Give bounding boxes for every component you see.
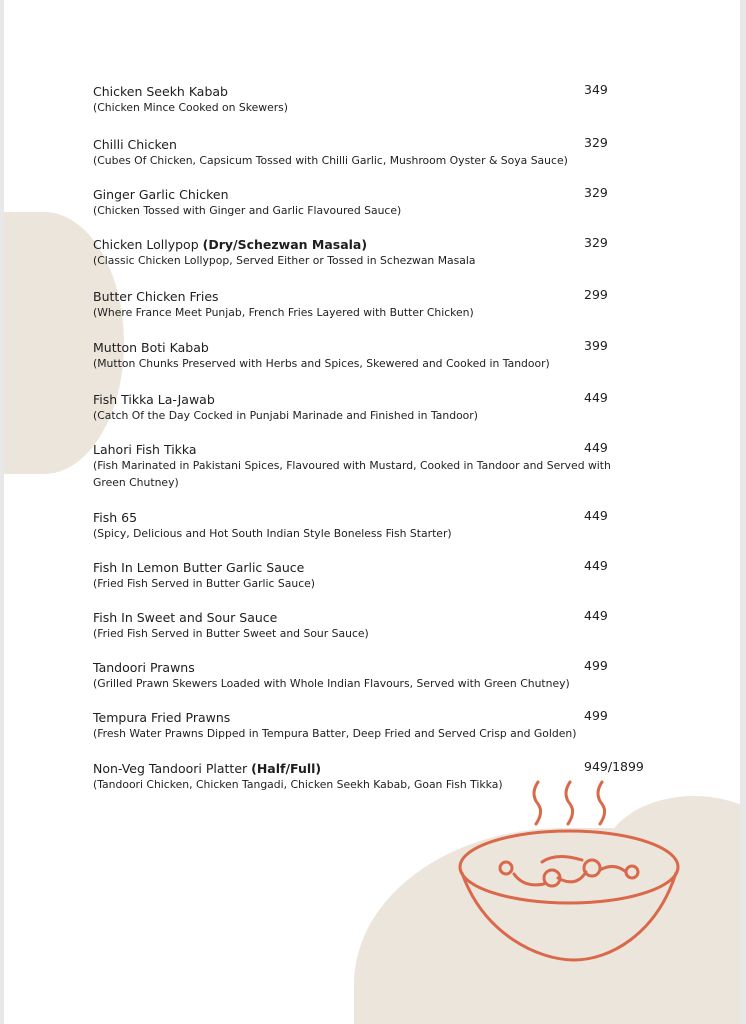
item-price: 499 (584, 658, 608, 673)
item-description: (Catch Of the Day Cocked in Punjabi Marinade and Finished in Tandoor) (93, 409, 478, 422)
item-name: Fish In Lemon Butter Garlic Sauce (93, 560, 305, 575)
item-name: Chicken Seekh Kabab (93, 84, 228, 99)
menu-item (93, 337, 653, 372)
item-name: Tempura Fried Prawns (93, 710, 231, 725)
item-description: (Fried Fish Served in Butter Garlic Sauce) (93, 577, 315, 590)
menu-item (93, 81, 653, 116)
menu-item (93, 507, 653, 542)
menu-item (93, 657, 653, 692)
item-description: (Where France Meet Punjab, French Fries Layered with Butter Chicken) (93, 306, 474, 319)
item-description: (Tandoori Chicken, Chicken Tangadi, Chicken Seekh Kabab, Goan Fish Tikka) (93, 778, 503, 791)
item-name: Ginger Garlic Chicken (93, 187, 229, 202)
item-price: 449 (584, 440, 608, 455)
item-price: 329 (584, 135, 608, 150)
item-price: 449 (584, 390, 608, 405)
item-description: (Classic Chicken Lollypop, Served Either or Tossed in Schezwan Masala (93, 254, 476, 267)
item-name: Fish 65 (93, 510, 138, 525)
item-price: 949/1899 (584, 759, 644, 774)
item-name: Mutton Boti Kabab (93, 340, 209, 355)
item-price: 449 (584, 558, 608, 573)
item-price: 499 (584, 708, 608, 723)
item-price: 449 (584, 608, 608, 623)
menu-item (93, 707, 653, 742)
menu-item (93, 184, 653, 219)
item-description: (Fish Marinated in Pakistani Spices, Flavoured with Mustard, Cooked in Tandoor and Served with Green Chutney) (93, 459, 611, 489)
item-price: 329 (584, 185, 608, 200)
item-description: (Grilled Prawn Skewers Loaded with Whole Indian Flavours, Served with Green Chutney) (93, 677, 570, 690)
item-name: Chicken Lollypop (Dry/Schezwan Masala) (93, 237, 368, 252)
item-name: Non-Veg Tandoori Platter (Half/Full) (93, 761, 322, 776)
item-description: (Chicken Mince Cooked on Skewers) (93, 101, 289, 114)
item-name: Lahori Fish Tikka (93, 442, 197, 457)
menu-item (93, 286, 653, 321)
item-name: Butter Chicken Fries (93, 289, 219, 304)
item-description: (Mutton Chunks Preserved with Herbs and Spices, Skewered and Cooked in Tandoor) (93, 357, 550, 370)
item-description: (Spicy, Delicious and Hot South Indian Style Boneless Fish Starter) (93, 527, 452, 540)
item-description: (Chicken Tossed with Ginger and Garlic Flavoured Sauce) (93, 204, 402, 217)
item-description: (Fresh Water Prawns Dipped in Tempura Batter, Deep Fried and Served Crisp and Golden) (93, 727, 577, 740)
menu-item (93, 557, 653, 592)
menu-item (93, 134, 653, 169)
item-name: Chilli Chicken (93, 137, 177, 152)
menu-item (93, 234, 653, 269)
item-name: Tandoori Prawns (93, 660, 195, 675)
menu-item (93, 607, 653, 642)
menu-item (93, 389, 653, 424)
item-price: 349 (584, 82, 608, 97)
item-price: 299 (584, 287, 608, 302)
menu-item (93, 439, 653, 491)
item-name: Fish In Sweet and Sour Sauce (93, 610, 278, 625)
item-price: 329 (584, 235, 608, 250)
steaming-bowl-icon (444, 770, 684, 970)
item-name: Fish Tikka La-Jawab (93, 392, 215, 407)
item-description: (Cubes Of Chicken, Capsicum Tossed with Chilli Garlic, Mushroom Oyster & Soya Sauce) (93, 154, 568, 167)
menu-page (4, 0, 740, 1024)
item-price: 399 (584, 338, 608, 353)
item-description: (Fried Fish Served in Butter Sweet and Sour Sauce) (93, 627, 369, 640)
item-price: 449 (584, 508, 608, 523)
